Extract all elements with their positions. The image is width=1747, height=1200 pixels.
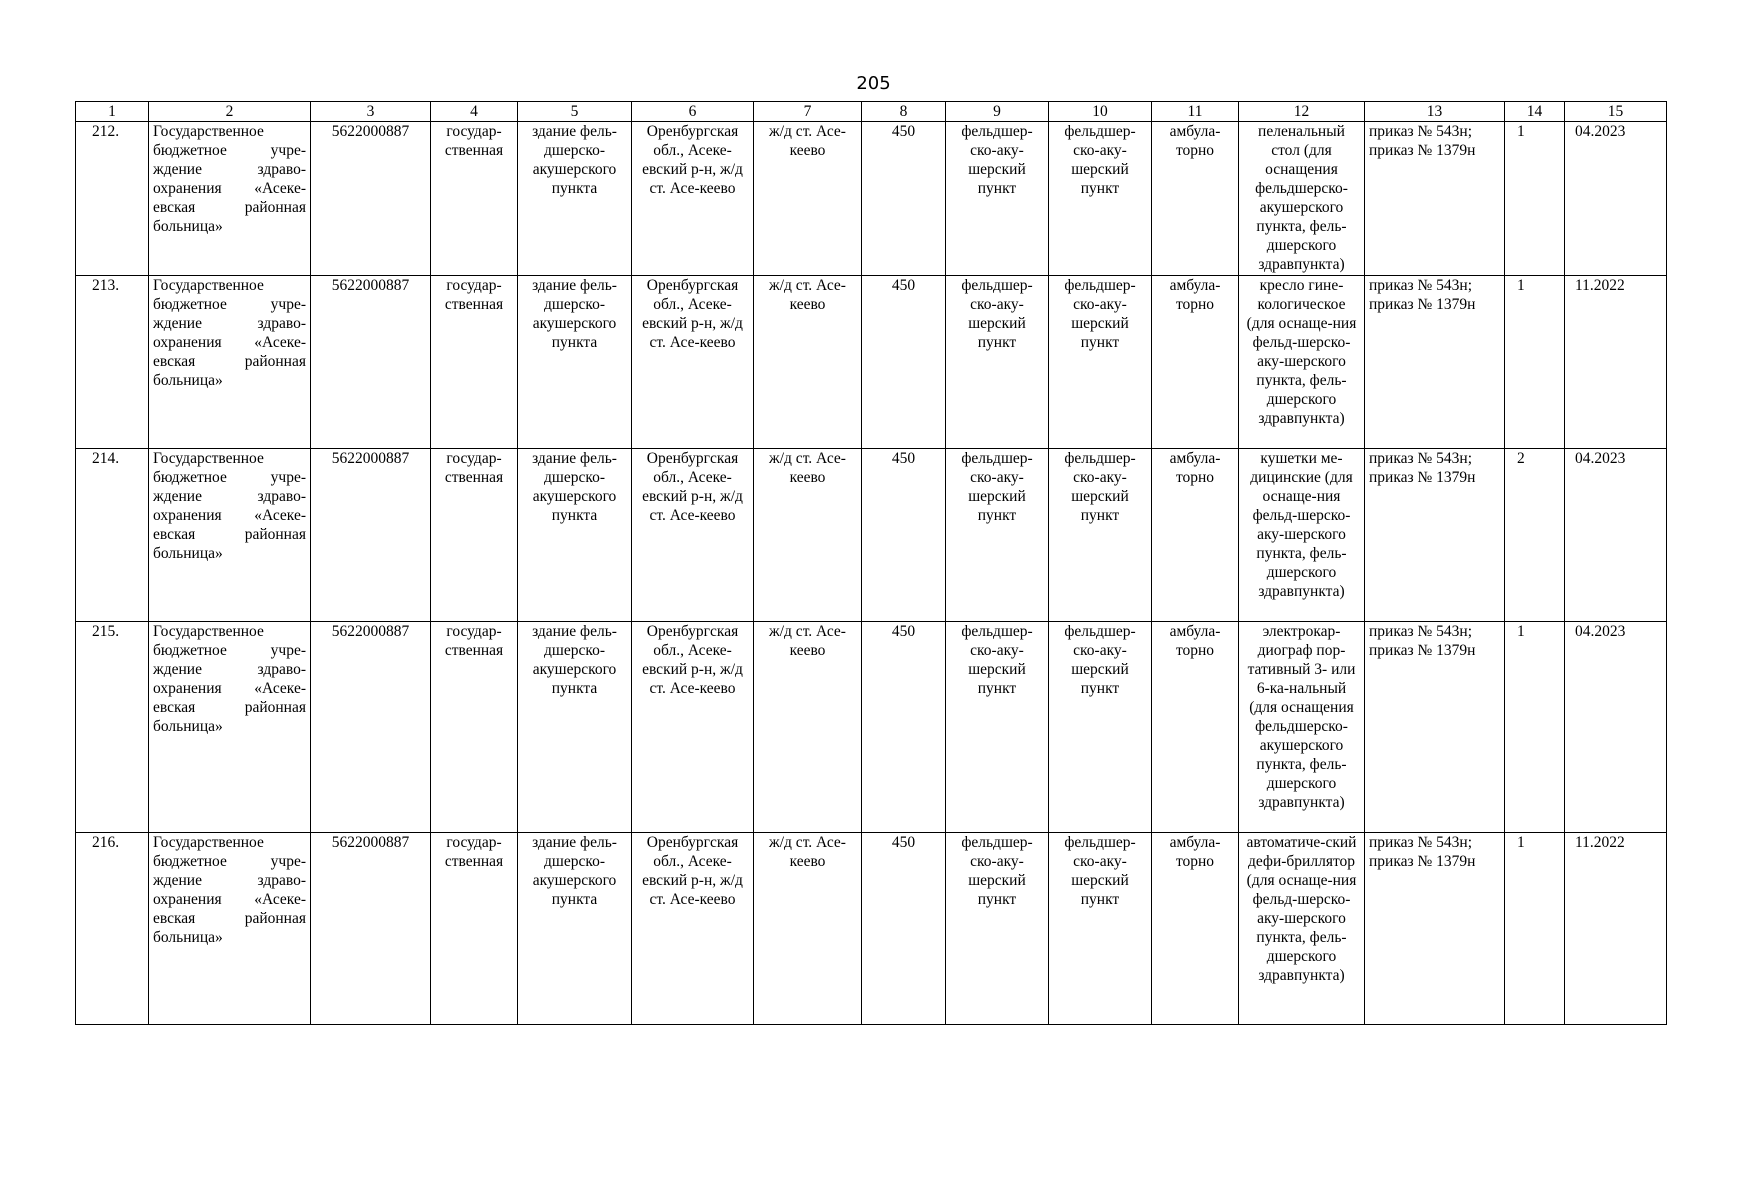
address: Оренбургская обл., Асеке-евский р-н, ж/д ст. Асе-кеево: [632, 622, 754, 833]
column-number: 11: [1152, 102, 1239, 122]
date: 04.2023: [1565, 449, 1667, 622]
table-row: [76, 276, 1667, 449]
ownership-form: государ-ственная: [431, 449, 518, 622]
building: здание фель-дшерско-акушерского пункта: [518, 276, 632, 449]
organization-name: Государственное бюджетное учре-ждение здраво-охранения «Асеке-евская районная больница»: [149, 122, 311, 276]
settlement: ж/д ст. Асе-кеево: [754, 122, 862, 276]
column-number: 10: [1049, 102, 1152, 122]
inn: 5622000887: [311, 122, 431, 276]
equipment: электрокар-диограф пор-тативный 3- или 6-ка-нальный (для оснащения фельдшерско-акушерского пункта, фель-дшерского здравпункта): [1239, 622, 1365, 833]
unit-type-2: фельдшер-ско-аку-шерский пункт: [1049, 276, 1152, 449]
population: 450: [862, 122, 946, 276]
inn: 5622000887: [311, 276, 431, 449]
order-reference: приказ № 543н; приказ № 1379н: [1365, 122, 1505, 276]
inn: 5622000887: [311, 833, 431, 1025]
column-number: 4: [431, 102, 518, 122]
quantity: 2: [1505, 449, 1565, 622]
order-reference: приказ № 543н; приказ № 1379н: [1365, 276, 1505, 449]
ownership-form: государ-ственная: [431, 276, 518, 449]
population: 450: [862, 276, 946, 449]
column-number: 14: [1505, 102, 1565, 122]
column-number: 12: [1239, 102, 1365, 122]
settlement: ж/д ст. Асе-кеево: [754, 622, 862, 833]
unit-type: фельдшер-ско-аку-шерский пункт: [946, 276, 1049, 449]
equipment: кушетки ме-дицинские (для оснаще-ния фельд-шерско-аку-шерского пункта, фель-дшерского здравпункта): [1239, 449, 1365, 622]
unit-type: фельдшер-ско-аку-шерский пункт: [946, 449, 1049, 622]
column-number: 6: [632, 102, 754, 122]
column-number: 3: [311, 102, 431, 122]
ownership-form: государ-ственная: [431, 622, 518, 833]
date: 11.2022: [1565, 833, 1667, 1025]
unit-type: фельдшер-ско-аку-шерский пункт: [946, 122, 1049, 276]
care-conditions: амбула-торно: [1152, 622, 1239, 833]
population: 450: [862, 622, 946, 833]
organization-name: Государственное бюджетное учре-ждение здраво-охранения «Асеке-евская районная больница»: [149, 276, 311, 449]
table-row: [76, 449, 1667, 622]
row-number: 216.: [76, 833, 149, 1025]
row-number: 215.: [76, 622, 149, 833]
inn: 5622000887: [311, 449, 431, 622]
order-reference: приказ № 543н; приказ № 1379н: [1365, 833, 1505, 1025]
date: 04.2023: [1565, 622, 1667, 833]
quantity: 1: [1505, 122, 1565, 276]
row-number: 212.: [76, 122, 149, 276]
column-number: 9: [946, 102, 1049, 122]
table-row: [76, 833, 1667, 1025]
row-number: 214.: [76, 449, 149, 622]
unit-type: фельдшер-ско-аку-шерский пункт: [946, 833, 1049, 1025]
page-number: 205: [856, 73, 891, 94]
table-row: [76, 122, 1667, 276]
address: Оренбургская обл., Асеке-евский р-н, ж/д ст. Асе-кеево: [632, 833, 754, 1025]
quantity: 1: [1505, 833, 1565, 1025]
unit-type-2: фельдшер-ско-аку-шерский пункт: [1049, 122, 1152, 276]
date: 04.2023: [1565, 122, 1667, 276]
column-number-row: [76, 102, 1667, 122]
care-conditions: амбула-торно: [1152, 276, 1239, 449]
column-number: 8: [862, 102, 946, 122]
organization-name: Государственное бюджетное учре-ждение здраво-охранения «Асеке-евская районная больница»: [149, 622, 311, 833]
address: Оренбургская обл., Асеке-евский р-н, ж/д ст. Асе-кеево: [632, 449, 754, 622]
building: здание фель-дшерско-акушерского пункта: [518, 622, 632, 833]
organization-name: Государственное бюджетное учре-ждение здраво-охранения «Асеке-евская районная больница»: [149, 833, 311, 1025]
address: Оренбургская обл., Асеке-евский р-н, ж/д ст. Асе-кеево: [632, 122, 754, 276]
order-reference: приказ № 543н; приказ № 1379н: [1365, 622, 1505, 833]
order-reference: приказ № 543н; приказ № 1379н: [1365, 449, 1505, 622]
column-number: 15: [1565, 102, 1667, 122]
unit-type-2: фельдшер-ско-аку-шерский пункт: [1049, 833, 1152, 1025]
organization-name: Государственное бюджетное учре-ждение здраво-охранения «Асеке-евская районная больница»: [149, 449, 311, 622]
equipment: пеленальный стол (для оснащения фельдшерско-акушерского пункта, фель-дшерского здравпункта): [1239, 122, 1365, 276]
care-conditions: амбула-торно: [1152, 833, 1239, 1025]
unit-type-2: фельдшер-ско-аку-шерский пункт: [1049, 449, 1152, 622]
column-number: 5: [518, 102, 632, 122]
row-number: 213.: [76, 276, 149, 449]
population: 450: [862, 449, 946, 622]
population: 450: [862, 833, 946, 1025]
quantity: 1: [1505, 276, 1565, 449]
building: здание фель-дшерско-акушерского пункта: [518, 833, 632, 1025]
equipment: кресло гине-кологическое (для оснаще-ния фельд-шерско-аку-шерского пункта, фель-дшерского здравпункта): [1239, 276, 1365, 449]
address: Оренбургская обл., Асеке-евский р-н, ж/д ст. Асе-кеево: [632, 276, 754, 449]
building: здание фель-дшерско-акушерского пункта: [518, 449, 632, 622]
ownership-form: государ-ственная: [431, 122, 518, 276]
settlement: ж/д ст. Асе-кеево: [754, 833, 862, 1025]
date: 11.2022: [1565, 276, 1667, 449]
column-number: 2: [149, 102, 311, 122]
ownership-form: государ-ственная: [431, 833, 518, 1025]
unit-type-2: фельдшер-ско-аку-шерский пункт: [1049, 622, 1152, 833]
register-table: [75, 101, 1667, 1025]
care-conditions: амбула-торно: [1152, 122, 1239, 276]
column-number: 13: [1365, 102, 1505, 122]
column-number: 7: [754, 102, 862, 122]
care-conditions: амбула-торно: [1152, 449, 1239, 622]
building: здание фель-дшерско-акушерского пункта: [518, 122, 632, 276]
column-number: 1: [76, 102, 149, 122]
quantity: 1: [1505, 622, 1565, 833]
settlement: ж/д ст. Асе-кеево: [754, 449, 862, 622]
equipment: автоматиче-ский дефи-бриллятор (для оснаще-ния фельд-шерско-аку-шерского пункта, фель-дшерского здравпункта): [1239, 833, 1365, 1025]
inn: 5622000887: [311, 622, 431, 833]
settlement: ж/д ст. Асе-кеево: [754, 276, 862, 449]
unit-type: фельдшер-ско-аку-шерский пункт: [946, 622, 1049, 833]
table-row: [76, 622, 1667, 833]
